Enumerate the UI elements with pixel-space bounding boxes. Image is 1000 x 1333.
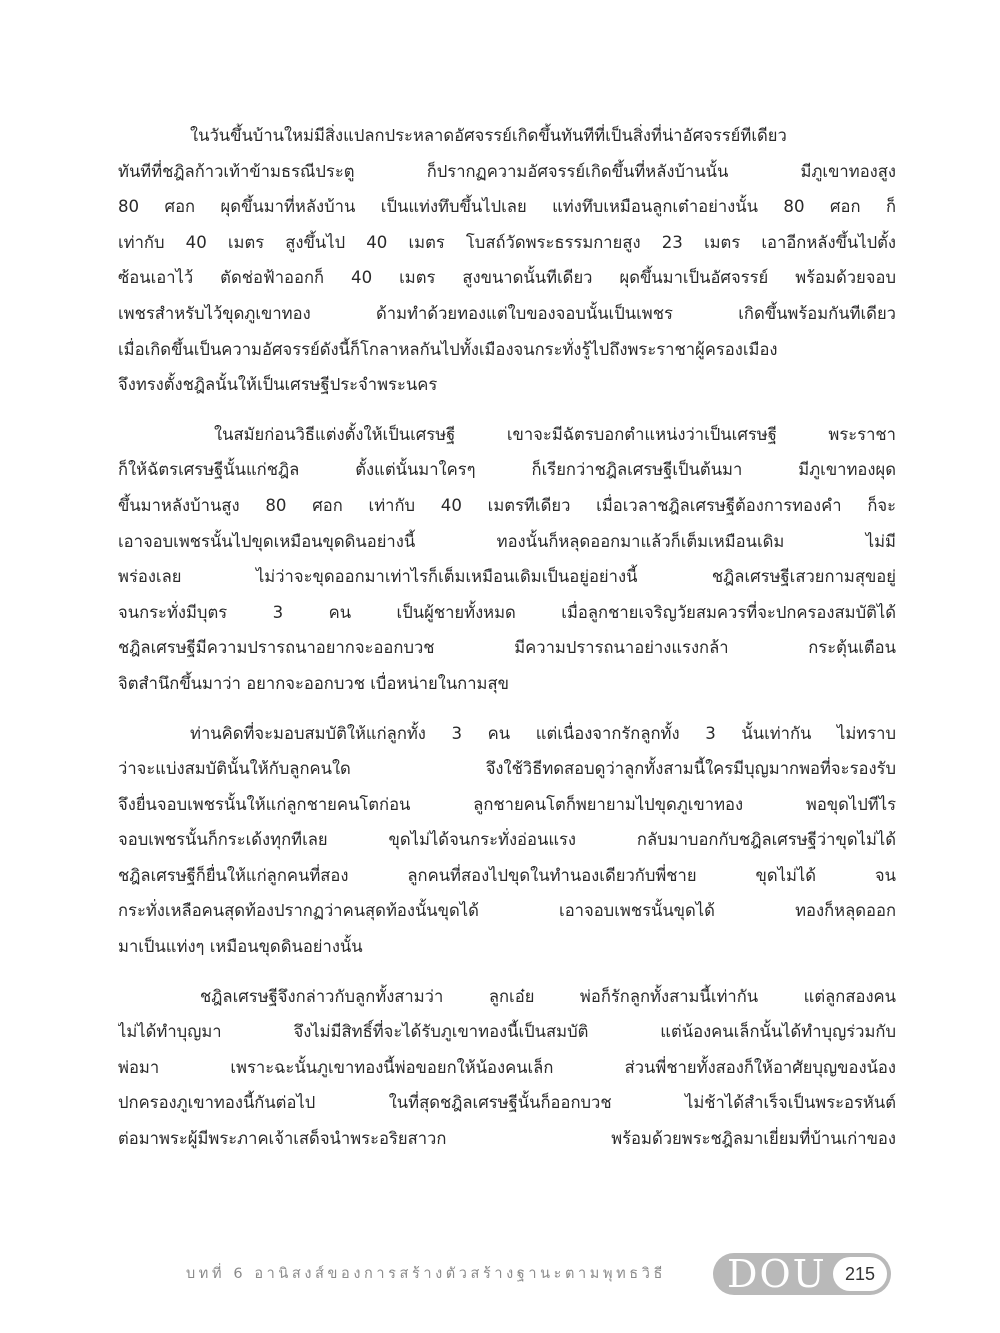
text-line: ในสมัยก่อนวิธีแต่งตั้งให้เป็นเศรษฐี เขาจะมีฉัตรบอกตำแหน่งว่าเป็นเศรษฐี พระราชา bbox=[214, 424, 896, 444]
text-line: ทันทีที่ชฎิลก้าวเท้าข้ามธรณีประตู ก็ปรากฏความอัศจรรย์เกิดขึ้นที่หลังบ้านนั้น มีภูเขาทองสูง bbox=[118, 161, 896, 181]
text-line: เพชรสำหรับไว้ขุดภูเขาทอง ด้ามทำด้วยทองแต่ใบของจอบนั้นเป็นเพชร เกิดขึ้นพร้อมกันทีเดียว bbox=[118, 303, 896, 323]
text-line: พ่อมา เพราะฉะนั้นภูเขาทองนี้พ่อขอยกให้น้องคนเล็ก ส่วนพี่ชายทั้งสองก็ให้อาศัยบุญของน้อง bbox=[118, 1057, 896, 1077]
body-text bbox=[118, 118, 896, 1171]
text-line: จิตสำนึกขึ้นมาว่า อยากจะออกบวช เบื่อหน่ายในกามสุข bbox=[118, 673, 509, 693]
text-line: ไม่ได้ทำบุญมา จึงไม่มีสิทธิ์ที่จะได้รับภูเขาทองนี้เป็นสมบัติ แต่น้องคนเล็กนั้นได้ทำบุญร่วมกับ bbox=[118, 1022, 896, 1042]
text-line: ซ้อนเอาไว้ ตัดช่อฟ้าออกก็ 40 เมตร สูงขนาดนั้นทีเดียว ผุดขึ้นมาเป็นอัศจรรย์ พร้อมด้วยจอบ bbox=[118, 268, 896, 288]
text-line: ชฎิลเศรษฐีก็ยื่นให้แก่ลูกคนที่สอง ลูกคนที่สองไปขุดในทำนองเดียวกับพี่ชาย ขุดไม่ได้ จน bbox=[118, 865, 896, 885]
text-line: ชฎิลเศรษฐีจึงกล่าวกับลูกทั้งสามว่า ลูกเอ๋ย พ่อก็รักลูกทั้งสามนี้เท่ากัน แต่ลูกสองคน bbox=[200, 986, 896, 1006]
text-line: ต่อมาพระผู้มีพระภาคเจ้าเสด็จนำพระอริยสาวก พร้อมด้วยพระชฎิลมาเยี่ยมที่บ้านเก่าของ bbox=[118, 1129, 896, 1149]
text-line: จนกระทั่งมีบุตร 3 คน เป็นผู้ชายทั้งหมด เมื่อลูกชายเจริญวัยสมควรที่จะปกครองสมบัติได้ bbox=[118, 602, 896, 622]
text-line: เอาจอบเพชรนั้นไปขุดเหมือนขุดดินอย่างนี้ ทองนั้นก็หลุดออกมาแล้วก็เต็มเหมือนเดิม ไม่มี bbox=[118, 531, 896, 551]
text-line: ขึ้นมาหลังบ้านสูง 80 ศอก เท่ากับ 40 เมตรทีเดียว เมื่อเวลาชฎิลเศรษฐีต้องการทองคำ ก็จะ bbox=[118, 495, 896, 515]
text-line: ก็ให้ฉัตรเศรษฐีนั้นแก่ชฎิล ตั้งแต่นั้นมาใครๆ ก็เรียกว่าชฎิลเศรษฐีเป็นต้นมา มีภูเขาทองผุด bbox=[118, 460, 896, 480]
text-line: จึงทรงตั้งชฎิลนั้นให้เป็นเศรษฐีประจำพระนคร bbox=[118, 375, 438, 395]
paragraph-2 bbox=[118, 417, 896, 702]
text-line: ปกครองภูเขาทองนี้กันต่อไป ในที่สุดชฎิลเศรษฐีนั้นก็ออกบวช ไม่ช้าได้สำเร็จเป็นพระอรหันต์ bbox=[118, 1093, 896, 1113]
text-line: ท่านคิดที่จะมอบสมบัติให้แก่ลูกทั้ง 3 คน แต่เนื่องจากรักลูกทั้ง 3 นั้นเท่ากัน ไม่ทราบ bbox=[190, 723, 896, 743]
text-line: ว่าจะแบ่งสมบัตินั้นให้กับลูกคนใด จึงใช้วิธีทดสอบดูว่าลูกทั้งสามนี้ใครมีบุญมากพอที่จะรองรับ bbox=[118, 759, 896, 779]
text-line: จอบเพชรนั้นก็กระเด้งทุกทีเลย ขุดไม่ได้จนกระทั่งอ่อนแรง กลับมาบอกกับชฎิลเศรษฐีว่าขุดไม่ได้ bbox=[118, 830, 896, 850]
text-line: มาเป็นแท่งๆ เหมือนขุดดินอย่างนั้น bbox=[118, 937, 363, 957]
text-line: เมื่อเกิดขึ้นเป็นความอัศจรรย์ดังนี้ก็โกลาหลกันไปทั้งเมืองจนกระทั่งรู้ไปถึงพระราชาผู้ครองเมือง bbox=[118, 339, 778, 359]
paragraph-4 bbox=[118, 979, 896, 1157]
text-line: ในวันขึ้นบ้านใหม่มีสิ่งแปลกประหลาดอัศจรรย์เกิดขึ้นทันทีที่เป็นสิ่งที่น่าอัศจรรย์ทีเดียว bbox=[190, 126, 787, 145]
chapter-title: บทที่ 6 อานิสงส์ของการสร้างตัวสร้างฐานะตามพุทธวิธี bbox=[186, 1266, 666, 1282]
dou-logo: DOU bbox=[727, 1252, 827, 1296]
paragraph-1 bbox=[118, 118, 896, 403]
text-line: 80 ศอก ผุดขึ้นมาที่หลังบ้าน เป็นแท่งทึบขึ้นไปเลย แท่งทึบเหมือนลูกเต๋าอย่างนั้น 80 ศอก ก็ bbox=[118, 197, 896, 217]
text-line: จึงยื่นจอบเพชรนั้นให้แก่ลูกชายคนโตก่อน ลูกชายคนโตก็พยายามไปขุดภูเขาทอง พอขุดไปทีไร bbox=[118, 794, 896, 814]
page-number: 215 bbox=[833, 1257, 887, 1291]
text-line: พร่องเลย ไม่ว่าจะขุดออกมาเท่าไรก็เต็มเหมือนเดิมเป็นอยู่อย่างนี้ ชฎิลเศรษฐีเสวยกามสุขอยู่ bbox=[118, 567, 896, 587]
page-footer bbox=[0, 1250, 1000, 1300]
paragraph-3 bbox=[118, 716, 896, 965]
text-line: กระทั่งเหลือคนสุดท้องปรากฏว่าคนสุดท้องนั้นขุดได้ เอาจอบเพชรนั้นขุดได้ ทองก็หลุดออก bbox=[118, 901, 896, 921]
page-number-pill bbox=[713, 1253, 891, 1295]
text-line: เท่ากับ 40 เมตร สูงขึ้นไป 40 เมตร โบสถ์วัดพระธรรมกายสูง 23 เมตร เอาอีกหลังขึ้นไปตั้ง bbox=[118, 232, 896, 252]
text-line: ชฎิลเศรษฐีมีความปรารถนาอยากจะออกบวช มีความปรารถนาอย่างแรงกล้า กระตุ้นเตือน bbox=[118, 638, 896, 658]
